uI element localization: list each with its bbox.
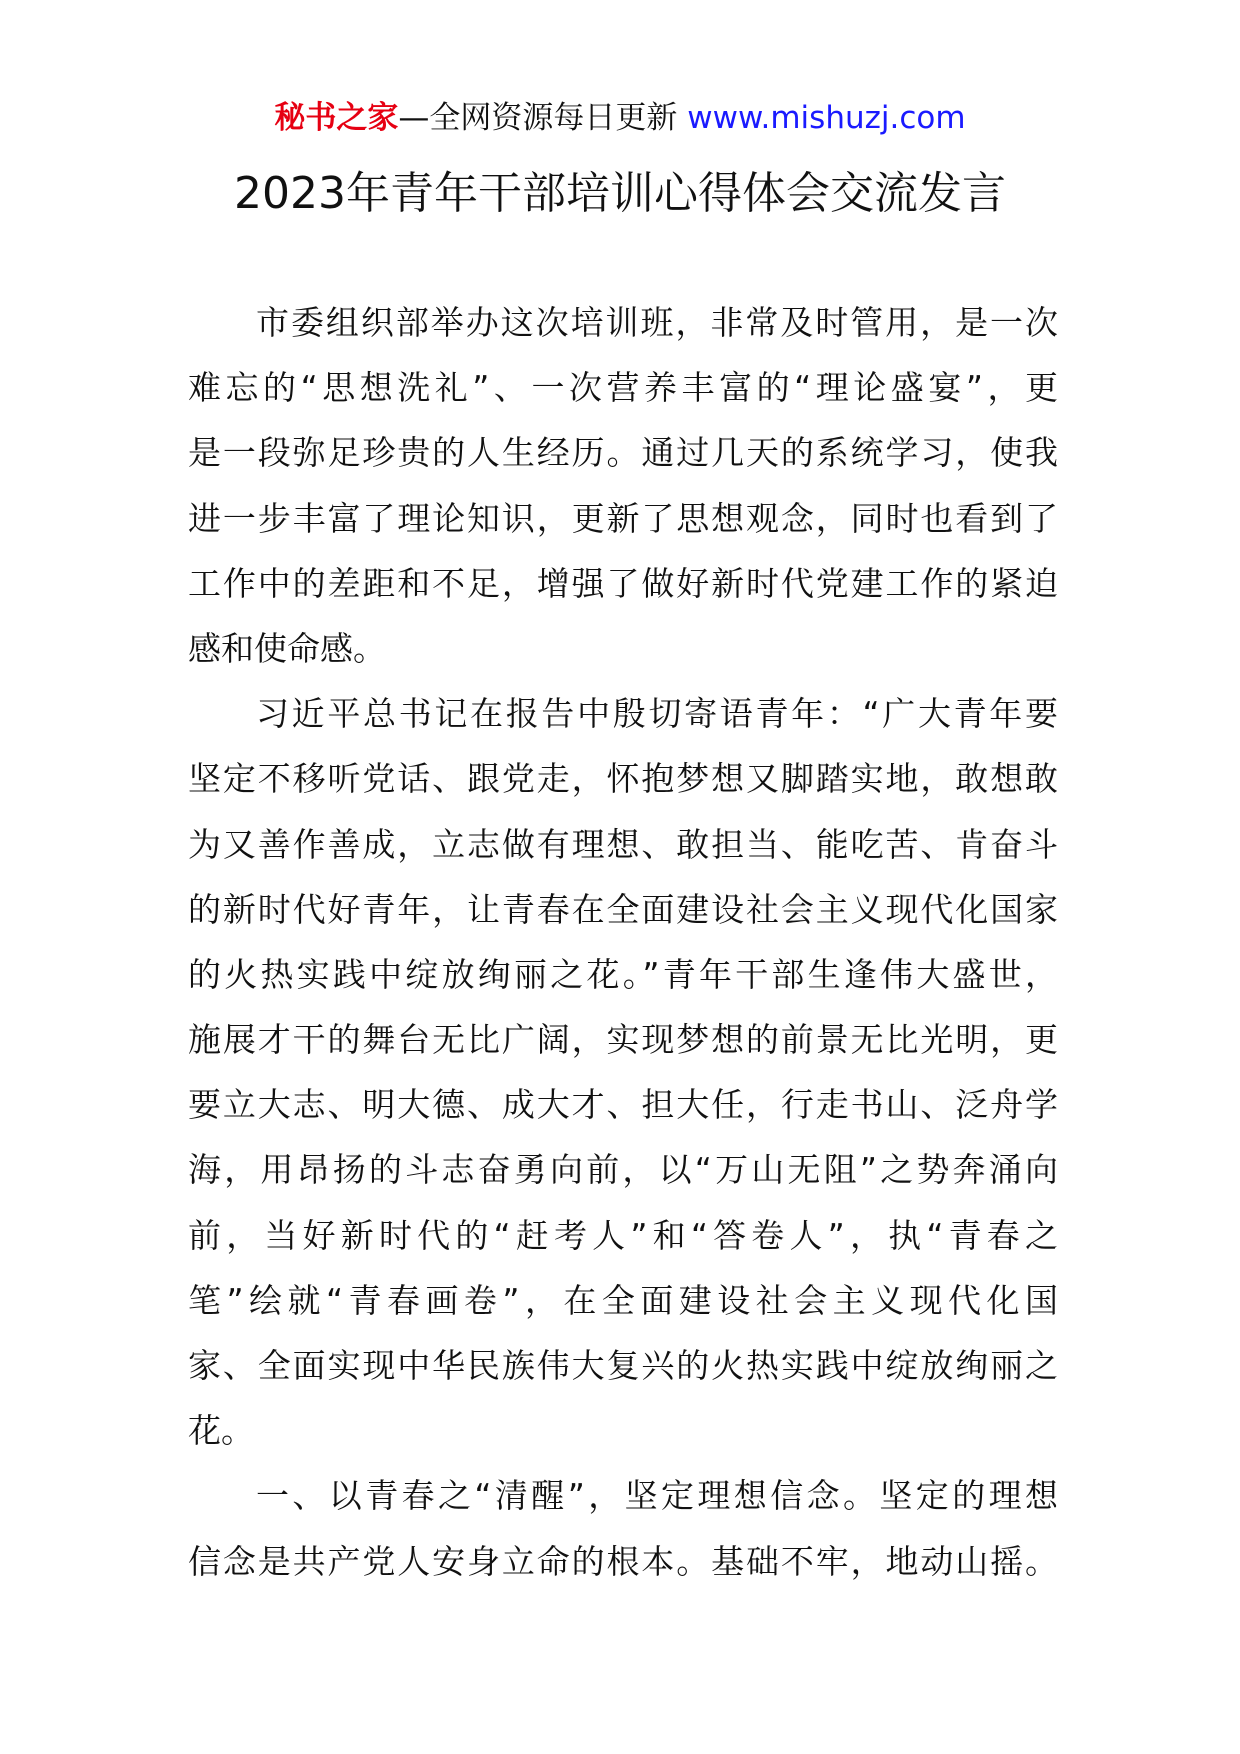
text-line: 是一段弥足珍贵的人生经历。通过几天的系统学习，使我 <box>188 433 1058 473</box>
text-line: 的新时代好青年，让青春在全面建设社会主义现代化国家 <box>188 889 1058 929</box>
text-line: 坚定不移听党话、跟党走，怀抱梦想又脚踏实地，敢想敢 <box>188 759 1058 799</box>
text-line: 感和使命感。 <box>188 628 386 668</box>
text-line: 工作中的差距和不足，增强了做好新时代党建工作的紧迫 <box>188 563 1058 603</box>
text-line: 习近平总书记在报告中殷切寄语青年：“广大青年要 <box>256 694 1058 734</box>
text-line: 海，用昂扬的斗志奋勇向前，以“万山无阻”之势奔涌向 <box>188 1150 1058 1190</box>
text-line: 难忘的“思想洗礼”、一次营养丰富的“理论盛宴”，更 <box>188 368 1058 408</box>
document-body <box>188 290 1058 1594</box>
text-line: 信念是共产党人安身立命的根本。基础不牢，地动山摇。 <box>188 1541 1058 1581</box>
paragraph-3 <box>188 1463 1058 1593</box>
text-line: 家、全面实现中华民族伟大复兴的火热实践中绽放绚丽之 <box>188 1346 1058 1385</box>
text-line: 的火热实践中绽放绚丽之花。”青年干部生逢伟大盛世， <box>188 954 1058 994</box>
site-header <box>0 98 1240 138</box>
text-line: 要立大志、明大德、成大才、担大任，行走书山、泛舟学 <box>188 1085 1058 1125</box>
text-line: 为又善作善成，立志做有理想、敢担当、能吃苦、肯奋斗 <box>188 824 1058 864</box>
paragraph-1 <box>188 290 1058 681</box>
text-line: 进一步丰富了理论知识，更新了思想观念，同时也看到了 <box>188 498 1058 538</box>
header-tagline: —全网资源每日更新 <box>398 100 688 136</box>
document-title: 2023年青年干部培训心得体会交流发言 <box>234 168 1006 219</box>
brand-name: 秘书之家 <box>274 100 399 136</box>
text-line: 市委组织部举办这次培训班，非常及时管用，是一次 <box>256 303 1058 342</box>
text-line: 花。 <box>188 1411 254 1451</box>
site-url-link[interactable]: www.mishuzj.com <box>687 100 966 136</box>
paragraph-2 <box>188 681 1058 1463</box>
section-heading-line: 一、以青春之“清醒”，坚定理想信念。坚定的理想 <box>256 1476 1058 1516</box>
text-line: 前，当好新时代的“赶考人”和“答卷人”，执“青春之 <box>188 1215 1058 1255</box>
text-line: 笔”绘就“青春画卷”，在全面建设社会主义现代化国 <box>188 1280 1058 1320</box>
text-line: 施展才干的舞台无比广阔，实现梦想的前景无比光明，更 <box>188 1020 1058 1060</box>
